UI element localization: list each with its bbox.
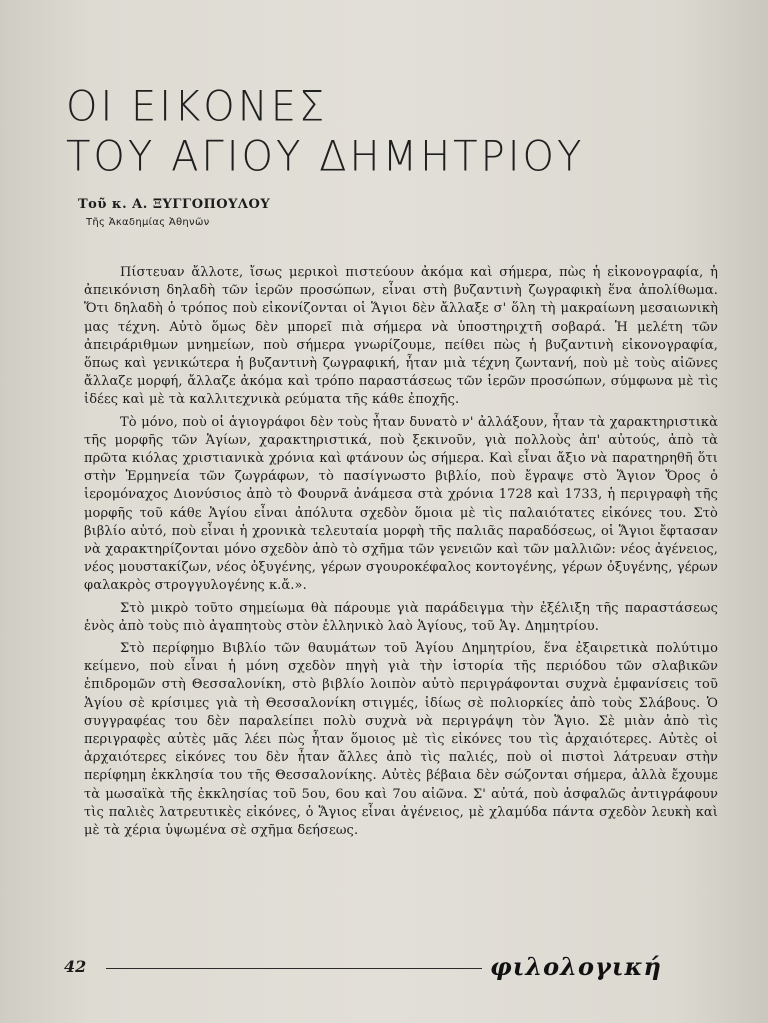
paragraph: Τὸ μόνο, ποὺ οἱ ἁγιογράφοι δὲν τοὺς ἦταν δυνατὸ ν' ἀλλάξουν, ἦταν τὰ χαρακτηριστικὰ τῆς μορφῆς τῶν Ἁγίων, χαρακτηριστικά, ποὺ ξεκινοῦν, γιὰ πολλοὺς ἀπ' αὐτούς, ἀπὸ τὰ πρῶτα κιόλας χριστιανικὰ χρόνια καὶ φτάνουν ὡς σήμερα. Καὶ εἶναι ἄξιο νὰ παρατηρηθῆ ὅτι στὴν Ἑρμηνεία τῶν ζωγράφων, τὸ πασίγνωστο βιβλίο, ποὺ ἔγραψε στὸ Ἅγιον Ὄρος ὁ ἱερομόναχος Διονύσιος ἀπὸ τὸ Φουρνᾶ ἀνάμεσα στὰ χρόνια 1728 καὶ 1733, ἡ περιγραφὴ τῆς μορφῆς τοῦ κάθε Ἁγίου εἶναι ἀπόλυτα σχεδὸν ὅμοια μὲ τὶς παλαιότατες εἰκόνες του. Στὸ βιβλίο αὐτό, ποὺ εἶναι ἡ χρονικὰ τελευταία μορφὴ τῆς παλιᾶς παραδόσεως, οἱ Ἅγιοι ἔφτασαν νὰ χαρακτηρίζονται μόνο σχεδὸν ἀπὸ τὸ σχῆμα τῶν γενειῶν καὶ τῶν μαλλιῶν: νέος ἀγένειος, νέος μουστακίζων, νέος ὀξυγένης, γέρων σγουροκέφαλος κοντογένης, γέρων ὀξυγένης, γέρων φαλακρὸς στρογγυλογένης κ.ἄ.». [84,414,718,594]
article-body [84,264,718,844]
journal-logo: φιλολογική [490,952,662,981]
article-title-line-2: ΤΟΥ ΑΓΙΟΥ ΔΗΜΗΤΡΙΟΥ [66,132,585,182]
author-affiliation: Τῆς Ἀκαδημίας Ἀθηνῶν [86,217,210,228]
page-footer [64,952,724,985]
page-number: 42 [64,957,87,976]
article-author: Τοῦ κ. Α. ΞΥΓΓΟΠΟΥΛΟΥ [78,197,271,212]
paragraph: Στὸ περίφημο Βιβλίο τῶν θαυμάτων τοῦ Ἁγίου Δημητρίου, ἕνα ἐξαιρετικὰ πολύτιμο κείμενο, ποὺ εἶναι ἡ μόνη σχεδὸν πηγὴ γιὰ τὴν ἱστορία τῆς περιόδου τῶν σλαβικῶν ἐπιδρομῶν στὴ Θεσσαλονίκη, στὸ βιβλίο λοιπὸν αὐτὸ περιγράφονται συχνὰ ἐμφανίσεις τοῦ Ἁγίου σὲ κρίσιμες γιὰ τὴ Θεσσαλονίκη στιγμές, ἰδίως σὲ πολιορκίες ἀπὸ τοὺς Σλάβους. Ὁ συγγραφέας του δὲν παραλείπει πολὺ συχνὰ νὰ περιγράψη τὸν Ἅγιο. Σὲ μιὰν ἀπὸ τὶς περιγραφὲς αὐτὲς μᾶς λέει πὼς ἦταν ὅμοιος μὲ τὶς εἰκόνες του τὶς ἀρχαιότερες. Αὐτὲς οἱ ἀρχαιότερες εἰκόνες του δὲν ἦταν ἄλλες ἀπὸ τὶς παλιές, ποὺ οἱ πιστοὶ λάτρευαν στὴν περίφημη ἐκκλησία του τῆς Θεσσαλονίκης. Αὐτὲς βέβαια δὲν σώζονται σήμερα, ἀλλὰ ἔχουμε τὰ μωσαϊκὰ τῆς ἐκκλησίας τοῦ 5ου, 6ου καὶ 7ου αἰῶνα. Σ' αὐτά, ποὺ ἀσφαλῶς ἀντιγράφουν τὶς παλιὲς λατρευτικὲς εἰκόνες, ὁ Ἅγιος εἶναι ἀγένειος, μὲ χλαμύδα πάντα σχεδὸν λευκὴ καὶ μὲ τὰ χέρια ὑψωμένα σὲ σχῆμα δεήσεως. [84,641,718,839]
paragraph: Στὸ μικρὸ τοῦτο σημείωμα θὰ πάρουμε γιὰ παράδειγμα τὴν ἐξέλιξη τῆς παραστάσεως ἑνὸς ἀπὸ τοὺς πιὸ ἀγαπητοὺς στὸν ἑλληνικὸ λαὸ Ἁγίους, τοῦ Ἁγ. Δημητρίου. [84,600,718,634]
footer-divider [106,968,482,969]
paragraph: Πίστευαν ἄλλοτε, ἴσως μερικοὶ πιστεύουν ἀκόμα καὶ σήμερα, πὼς ἡ εἰκονογραφία, ἡ ἀπεικόνιση δηλαδὴ τῶν ἱερῶν προσώπων, εἶναι στὴ βυζαντινὴ ζωγραφικὴ ἕνα ἀπολίθωμα. Ὅτι δηλαδὴ ὁ τρόπος ποὺ εἰκονίζονται οἱ Ἅγιοι δὲν ἄλλαξε σ' ὅλη τὴ μακραίωνη μεσαιωνικὴ μας τέχνη. Αὐτὸ ὅμως δὲν μπορεῖ πιὰ σήμερα νὰ ὑποστηριχτῆ σοβαρά. Ἡ μελέτη τῶν ἀπειράριθμων μνημείων, ποὺ σήμερα γνωρίζουμε, πείθει πὼς ἡ βυζαντινὴ εἰκονογραφία, ὅπως καὶ γενικώτερα ἡ βυζαντινὴ ζωγραφική, ἦταν μιὰ τέχνη ζωντανή, ποὺ μὲ τοὺς αἰῶνες ἄλλαζε μορφή, ἄλλαζε ἀκόμα καὶ τρόπο παραστάσεως τῶν ἱερῶν προσώπων, σύμφωνα μὲ τὶς ἰδέες καὶ μὲ τὰ καλλιτεχνικὰ ρεύματα τῆς κάθε ἐποχῆς. [84,265,718,408]
article-title [66,82,584,182]
article-title-line-1: ΟΙ ΕΙΚΟΝΕΣ [66,82,328,132]
